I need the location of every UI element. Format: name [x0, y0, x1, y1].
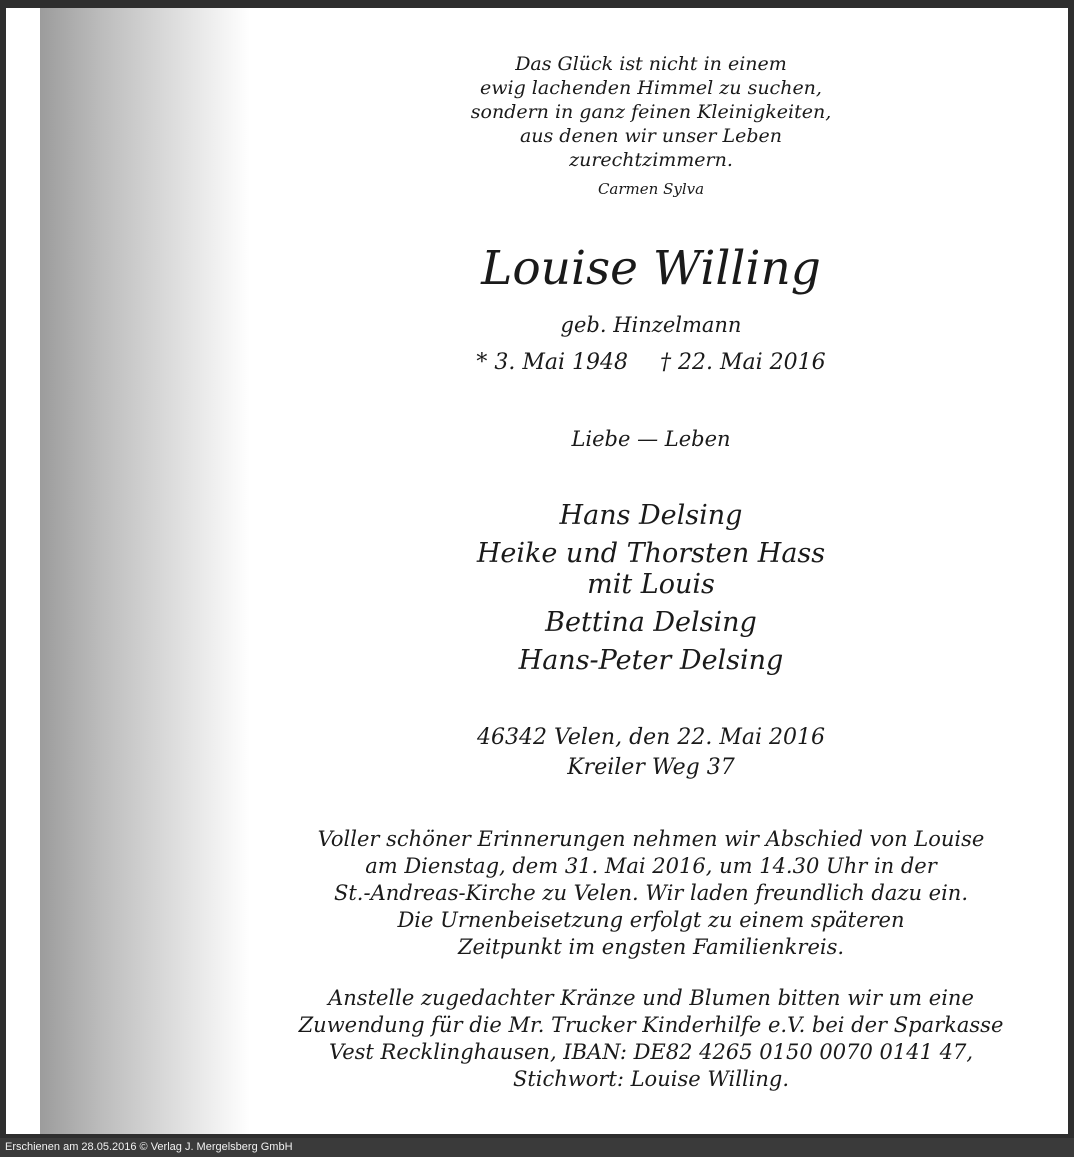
quote-line: sondern in ganz feinen Kleinigkeiten,	[470, 101, 832, 123]
farewell-line: am Dienstag, dem 31. Mai 2016, um 14.30 Uhr in der	[365, 854, 937, 878]
family-member: Bettina Delsing	[545, 607, 757, 638]
motto: Liebe — Leben	[571, 427, 731, 451]
publication-footer: Erschienen am 28.05.2016 © Verlag J. Mergelsberg GmbH	[0, 1138, 1074, 1157]
farewell-line: St.-Andreas-Kirche zu Velen. Wir laden freundlich dazu ein.	[333, 881, 969, 905]
left-gradient-border	[40, 8, 250, 1134]
quote-line: aus denen wir unser Leben	[519, 125, 783, 147]
life-dates	[236, 349, 1066, 377]
obituary-notice	[6, 8, 1068, 1134]
farewell-line: Voller schöner Erinnerungen nehmen wir Abschied von Louise	[317, 827, 985, 851]
deceased-name: Louise Willing	[481, 241, 821, 296]
place-date: 46342 Velen, den 22. Mai 2016	[477, 725, 825, 750]
death-date: † 22. Mai 2016	[660, 350, 826, 375]
quote-author: Carmen Sylva	[597, 180, 705, 198]
quote-line: zurechtzimmern.	[569, 149, 733, 171]
family-member: Heike und Thorsten Hass	[476, 538, 826, 569]
birth-date: * 3. Mai 1948	[476, 350, 628, 375]
quote-line: Das Glück ist nicht in einem	[515, 53, 787, 75]
family-member: mit Louis	[587, 569, 715, 600]
donation-line: Vest Recklinghausen, IBAN: DE82 4265 0150 0070 0141 47,	[328, 1040, 974, 1064]
donation-line: Zuwendung für die Mr. Trucker Kinderhilfe e.V. bei der Sparkasse	[298, 1013, 1004, 1037]
family-member: Hans-Peter Delsing	[518, 645, 784, 676]
birth-name: geb. Hinzelmann	[560, 313, 742, 337]
farewell-line: Zeitpunkt im engsten Familienkreis.	[457, 935, 845, 959]
donation-line: Anstelle zugedachter Kränze und Blumen bitten wir um eine	[328, 986, 974, 1010]
quote-line: ewig lachenden Himmel zu suchen,	[480, 77, 822, 99]
farewell-line: Die Urnenbeisetzung erfolgt zu einem späteren	[397, 908, 905, 932]
donation-line: Stichwort: Louise Willing.	[512, 1067, 790, 1091]
street-address: Kreiler Weg 37	[567, 755, 735, 780]
family-member: Hans Delsing	[559, 500, 743, 531]
